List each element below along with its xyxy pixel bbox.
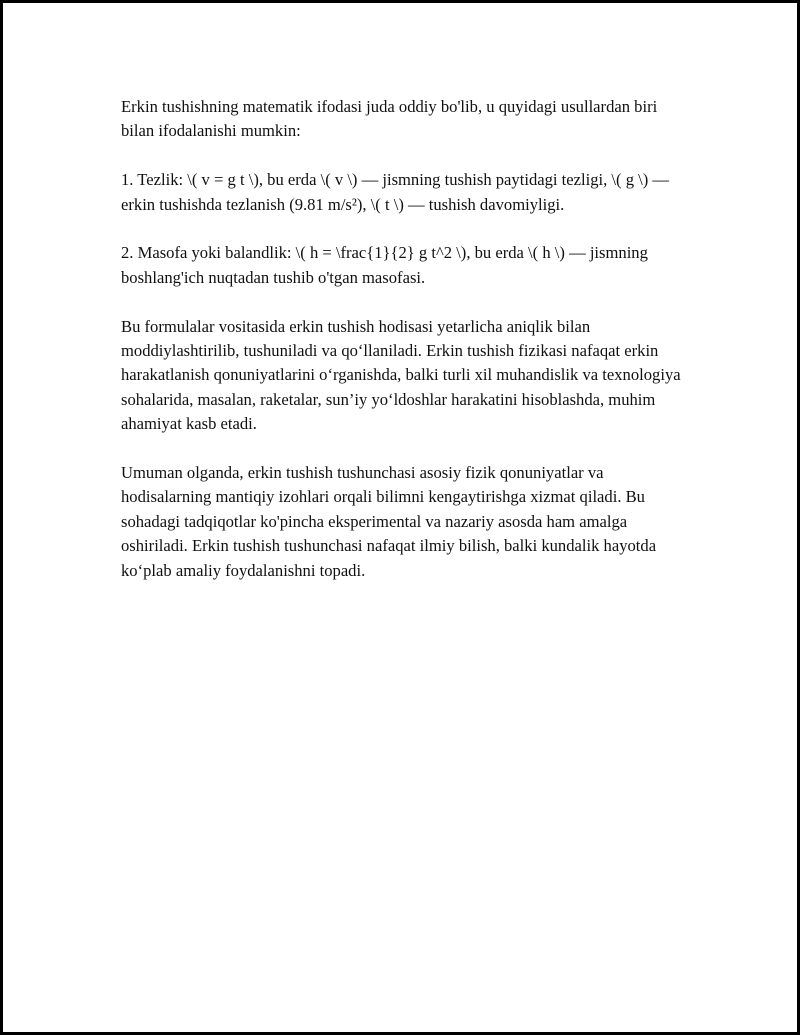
intro-paragraph: Erkin tushishning matematik ifodasi juda oddiy bo'lib, u quyidagi usullardan biri bilan ifodalanishi mumkin:	[121, 97, 658, 141]
conclusion-paragraph: Umuman olganda, erkin tushish tushunchasi asosiy fizik qonuniyatlar va hodisalarning mantiqiy izohlari orqali bilimni kengaytirishga xizmat qiladi. Bu sohadagi tadqiqotlar ko'pincha eksperimental va nazariy asosda ham amalga oshiriladi. Erkin tushish tushunchasi nafaqat ilmiy bilish, balki kundalik hayotda ko‘plab amaliy foydalanishni topadi.	[121, 463, 657, 580]
velocity-formula-paragraph: 1. Tezlik: \( v = g t \), bu erda \( v \) — jismning tushish paytidagi tezligi, \( g \) — erkin tushishda tezlanish (9.81 m/s²), \( t \) — tushish davomiyligi.	[121, 170, 670, 214]
document-body	[121, 95, 691, 607]
applications-paragraph: Bu formulalar vositasida erkin tushish hodisasi yetarlicha aniqlik bilan moddiylashtirilib, tushuniladi va qo‘llaniladi. Erkin tushish fizikasi nafaqat erkin harakatlanish qonuniyatlarini o‘rganishda, balki turli xil muhandislik va texnologiya sohalarida, masalan, raketalar, sun’iy yo‘ldoshlar harakatini hisoblashda, muhim ahamiyat kasb etadi.	[121, 316, 681, 434]
distance-formula-paragraph: 2. Masofa yoki balandlik: \( h = \frac{1}{2} g t^2 \), bu erda \( h \) — jismning boshlang'ich nuqtadan tushib o'tgan masofasi.	[121, 243, 648, 287]
